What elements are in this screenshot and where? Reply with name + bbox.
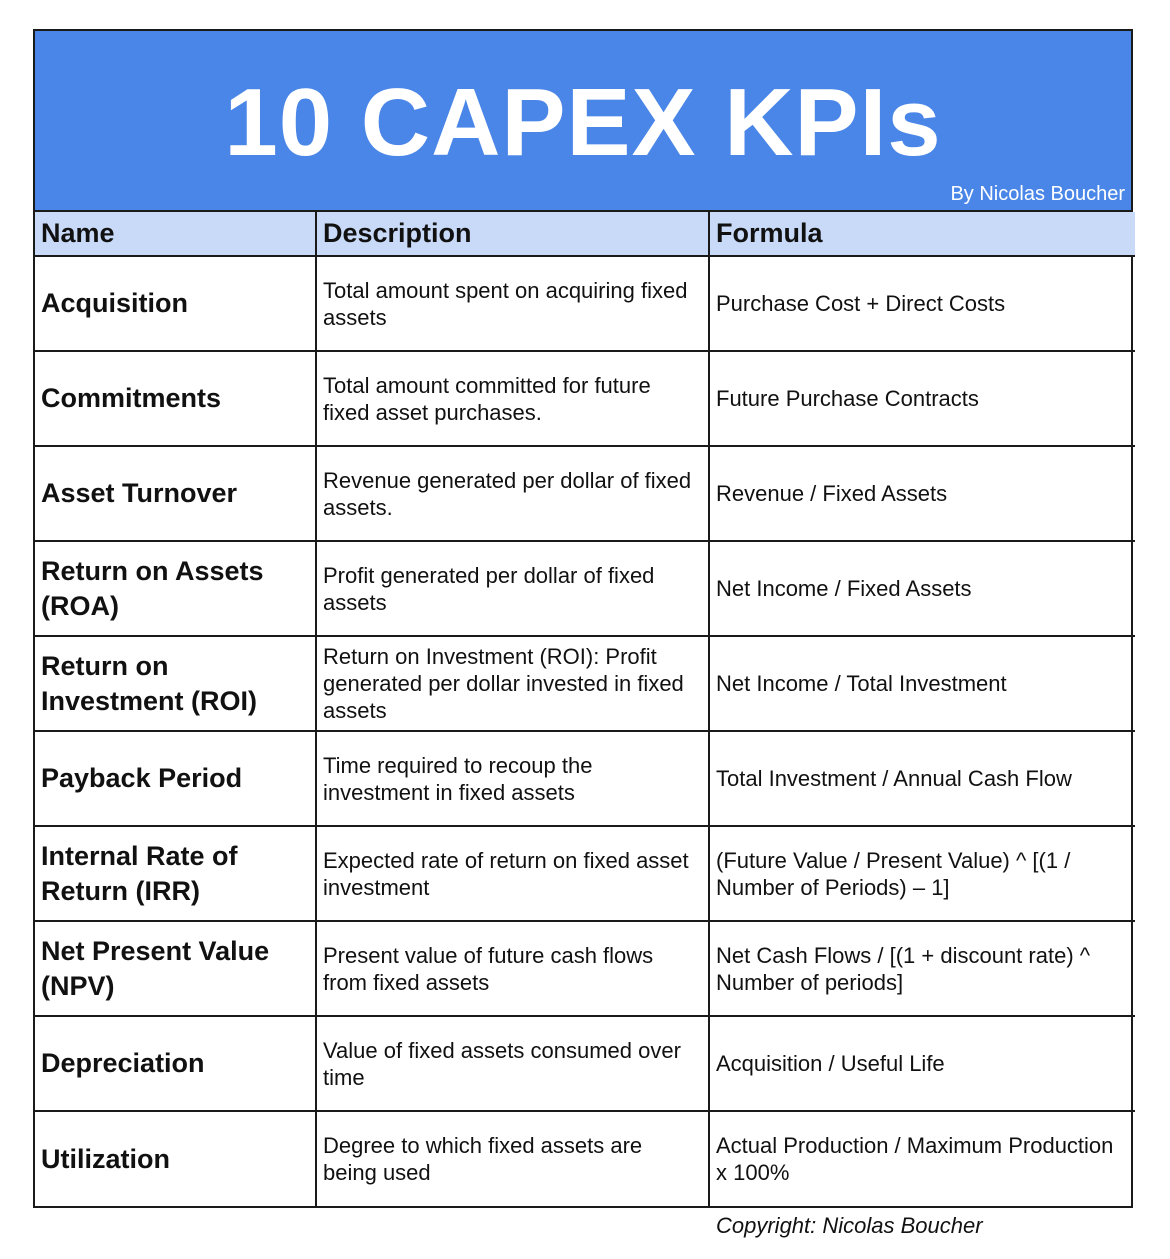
kpi-formula: Actual Production / Maximum Production x 100% bbox=[709, 1111, 1135, 1206]
kpi-formula: Acquisition / Useful Life bbox=[709, 1016, 1135, 1111]
author-credit: By Nicolas Boucher bbox=[950, 183, 1125, 205]
kpi-name: Return on Investment (ROI) bbox=[35, 636, 316, 731]
kpi-table bbox=[35, 212, 1135, 1206]
kpi-name: Return on Assets (ROA) bbox=[35, 541, 316, 636]
kpi-formula: Revenue / Fixed Assets bbox=[709, 446, 1135, 541]
table-row bbox=[35, 446, 1135, 541]
column-header-name: Name bbox=[35, 212, 316, 256]
table-header-row bbox=[35, 212, 1135, 256]
table-row bbox=[35, 636, 1135, 731]
kpi-name: Asset Turnover bbox=[35, 446, 316, 541]
kpi-description: Revenue generated per dollar of fixed assets. bbox=[316, 446, 709, 541]
column-header-description: Description bbox=[316, 212, 709, 256]
kpi-description: Total amount committed for future fixed asset purchases. bbox=[316, 351, 709, 446]
table-row bbox=[35, 921, 1135, 1016]
table-row bbox=[35, 731, 1135, 826]
kpi-formula: Purchase Cost + Direct Costs bbox=[709, 256, 1135, 351]
kpi-formula: (Future Value / Present Value) ^ [(1 / Number of Periods) – 1] bbox=[709, 826, 1135, 921]
kpi-description: Degree to which fixed assets are being used bbox=[316, 1111, 709, 1206]
kpi-description: Present value of future cash flows from fixed assets bbox=[316, 921, 709, 1016]
kpi-sheet bbox=[33, 29, 1133, 1208]
kpi-description: Total amount spent on acquiring fixed assets bbox=[316, 256, 709, 351]
kpi-name: Utilization bbox=[35, 1111, 316, 1206]
kpi-formula: Total Investment / Annual Cash Flow bbox=[709, 731, 1135, 826]
kpi-name: Internal Rate of Return (IRR) bbox=[35, 826, 316, 921]
kpi-name: Acquisition bbox=[35, 256, 316, 351]
kpi-description: Expected rate of return on fixed asset investment bbox=[316, 826, 709, 921]
column-header-formula: Formula bbox=[709, 212, 1135, 256]
kpi-formula: Net Cash Flows / [(1 + discount rate) ^ Number of periods] bbox=[709, 921, 1135, 1016]
kpi-name: Depreciation bbox=[35, 1016, 316, 1111]
table-row bbox=[35, 826, 1135, 921]
copyright-notice: Copyright: Nicolas Boucher bbox=[716, 1213, 983, 1238]
table-row bbox=[35, 1111, 1135, 1206]
table-row bbox=[35, 541, 1135, 636]
table-row bbox=[35, 1016, 1135, 1111]
kpi-formula: Net Income / Total Investment bbox=[709, 636, 1135, 731]
title-banner bbox=[35, 31, 1131, 212]
kpi-name: Net Present Value (NPV) bbox=[35, 921, 316, 1016]
kpi-description: Return on Investment (ROI): Profit generated per dollar invested in fixed assets bbox=[316, 636, 709, 731]
kpi-formula: Future Purchase Contracts bbox=[709, 351, 1135, 446]
kpi-description: Profit generated per dollar of fixed assets bbox=[316, 541, 709, 636]
kpi-name: Payback Period bbox=[35, 731, 316, 826]
kpi-description: Value of fixed assets consumed over time bbox=[316, 1016, 709, 1111]
page-title: 10 CAPEX KPIs bbox=[224, 69, 942, 176]
kpi-formula: Net Income / Fixed Assets bbox=[709, 541, 1135, 636]
kpi-description: Time required to recoup the investment in fixed assets bbox=[316, 731, 709, 826]
kpi-name: Commitments bbox=[35, 351, 316, 446]
table-row bbox=[35, 351, 1135, 446]
table-row bbox=[35, 256, 1135, 351]
